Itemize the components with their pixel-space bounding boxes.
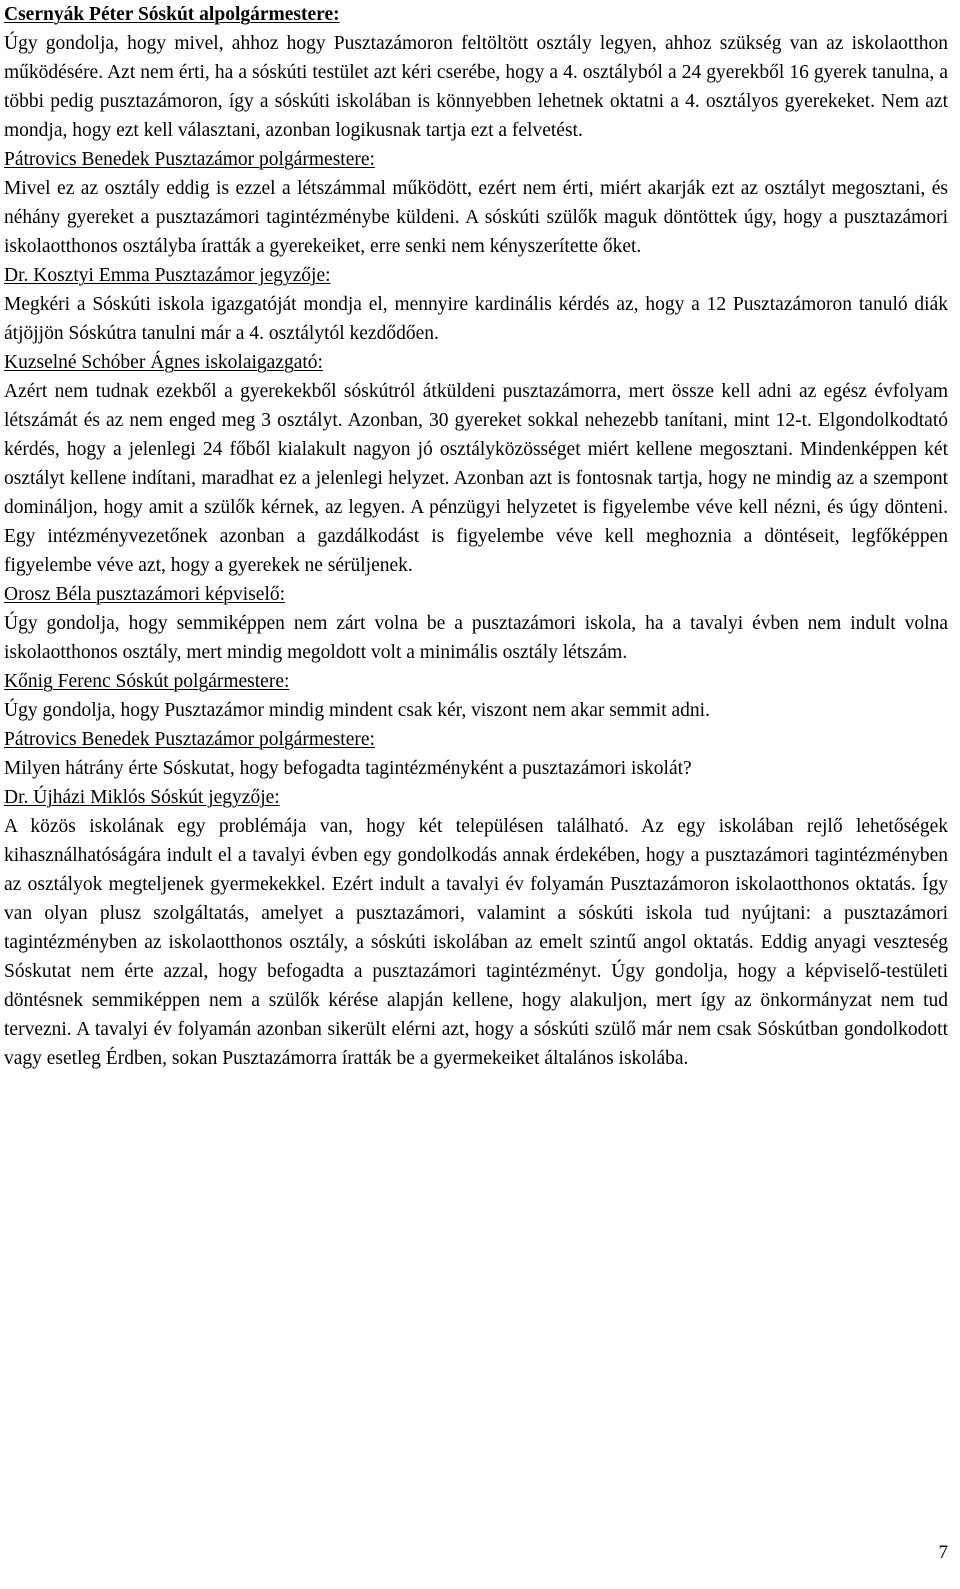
statement-text: Úgy gondolja, hogy semmiképpen nem zárt volna be a pusztazámori iskola, ha a tavalyi évben nem indult volna iskolaotthonos osztály, mert mindig megoldott volt a minimális osztály létszám. xyxy=(4,613,948,663)
statement-text: Megkéri a Sóskúti iskola igazgatóját mondja el, mennyire kardinális kérdés az, hogy a 12 Pusztazámoron tanuló diák átjöjjön Sóskútra tanulni már a 4. osztálytól kezdődően. xyxy=(4,294,948,344)
speaker-name: Csernyák Péter Sóskút alpolgármestere: xyxy=(4,4,340,25)
speaker-name: Orosz Béla pusztazámori képviselő: xyxy=(4,584,286,605)
entry-csernyak xyxy=(4,0,948,145)
statement-text: Úgy gondolja, hogy Pusztazámor mindig mindent csak kér, viszont nem akar semmit adni. xyxy=(4,700,710,721)
document-page xyxy=(4,0,948,1073)
statement-text: A közös iskolának egy problémája van, hogy két településen található. Az egy iskolában rejlő lehetőségek kihasználhatóságára indult el a tavalyi évben egy gondolkodás annak érdekében, hogy a pusztazámori tagintézményben az osztályok megteljenek gyermekekkel. Ezért indult a tavalyi év folyamán Pusztazámoron iskolaotthonos oktatás. Így van olyan plusz szolgáltatás, amelyet a pusztazámori, valamint a sóskúti iskola tud nyújtani: a pusztazámori tagintézményben az iskolaotthonos osztály, a sóskúti iskolában az emelt szintű angol oktatás. Eddig anyagi veszteség Sóskutat nem érte azzal, hogy befogadta a pusztazámori tagintézményt. Úgy gondolja, hogy a képviselő-testületi döntésnek semmiképpen nem a szülők kérése alapján kellene, hogy alakuljon, mert így az önkormányzat nem tud tervezni. A tavalyi év folyamán azonban sikerült elérni azt, hogy a sóskúti szülő már nem csak Sóskútban gondolkodott vagy esetleg Érdben, sokan Pusztazámorra íratták be a gyermekeiket általános iskolába. xyxy=(4,816,948,1069)
entry-kosztyi xyxy=(4,261,948,348)
entry-patrovics-1 xyxy=(4,145,948,261)
entry-patrovics-2 xyxy=(4,725,948,783)
page-number: 7 xyxy=(938,1542,948,1563)
speaker-name: Dr. Kosztyi Emma Pusztazámor jegyzője: xyxy=(4,265,331,286)
entry-kuzselne xyxy=(4,348,948,580)
speaker-name: Kuzselné Schóber Ágnes iskolaigazgató: xyxy=(4,352,323,373)
speaker-name: Dr. Újházi Miklós Sóskút jegyzője: xyxy=(4,787,280,808)
statement-text: Milyen hátrány érte Sóskutat, hogy befogadta tagintézményként a pusztazámori iskolát? xyxy=(4,758,692,779)
entry-konig xyxy=(4,667,948,725)
statement-text: Mivel ez az osztály eddig is ezzel a létszámmal működött, ezért nem érti, miért akarják ezt az osztályt megosztani, és néhány gyereket a pusztazámori tagintézménybe küldeni. A sóskúti szülők maguk döntöttek úgy, hogy a pusztazámori iskolaotthonos osztályba íratták a gyerekeiket, erre senki nem kényszerítette őket. xyxy=(4,178,948,257)
speaker-name: Pátrovics Benedek Pusztazámor polgármestere: xyxy=(4,729,375,750)
entry-orosz xyxy=(4,580,948,667)
statement-text: Úgy gondolja, hogy mivel, ahhoz hogy Pusztazámoron feltöltött osztály legyen, ahhoz szükség van az iskolaotthon működésére. Azt nem érti, ha a sóskúti testület azt kéri cserébe, hogy a 4. osztályból a 24 gyerekből 16 gyerek tanulna, a többi pedig pusztazámoron, így a sóskúti iskolában is könnyebben lehetnek oktatni a 4. osztályos gyerekeket. Nem azt mondja, hogy ezt kell választani, azonban logikusnak tartja ezt a felvetést. xyxy=(4,33,948,141)
speaker-name: Pátrovics Benedek Pusztazámor polgármestere: xyxy=(4,149,375,170)
statement-text: Azért nem tudnak ezekből a gyerekekből sóskútról átküldeni pusztazámorra, mert össze kell adni az egész évfolyam létszámát és az nem enged meg 3 osztályt. Azonban, 30 gyereket sokkal nehezebb tanítani, mint 12-t. Elgondolkodtató kérdés, hogy a jelenlegi 24 főből kialakult nagyon jó osztályközösséget miért kellene megosztani. Mindenképpen két osztályt kellene indítani, maradhat ez a jelenlegi helyzet. Azonban azt is fontosnak tartja, hogy ne mindig az a szempont domináljon, hogy amit a szülők kérnek, az legyen. A pénzügyi helyzetet is figyelembe véve kell nézni, és úgy dönteni. Egy intézményvezetőnek azonban a gazdálkodást is figyelembe véve kell meghoznia a döntéseit, legfőképpen figyelembe véve azt, hogy a gyerekek ne sérüljenek. xyxy=(4,381,948,576)
speaker-name: Kőnig Ferenc Sóskút polgármestere: xyxy=(4,671,290,692)
entry-ujhazi xyxy=(4,783,948,1073)
